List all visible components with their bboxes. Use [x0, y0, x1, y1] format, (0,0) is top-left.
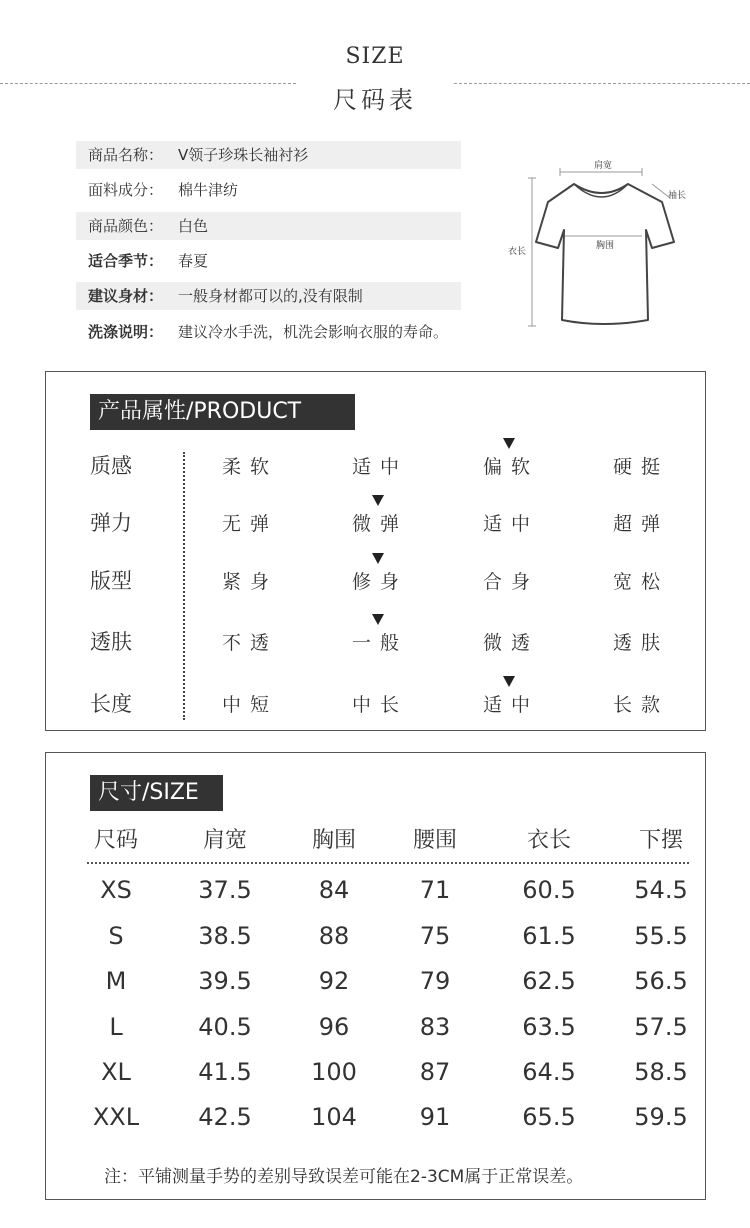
- attribute-option: 宽松: [613, 571, 670, 593]
- size-value: 37.5: [198, 876, 252, 904]
- size-value: 65.5: [522, 1103, 576, 1131]
- info-value: 春夏: [178, 252, 209, 270]
- size-value: 71: [419, 876, 451, 904]
- info-value: V领子珍珠长袖衬衫: [178, 146, 309, 164]
- size-column-header: 胸围: [311, 828, 356, 853]
- selected-marker-icon: [372, 614, 384, 625]
- size-value: 57.5: [634, 1013, 688, 1041]
- size-value: 96: [318, 1013, 350, 1041]
- info-label: 适合季节：: [88, 252, 164, 270]
- size-value: 83: [419, 1013, 451, 1041]
- attribute-option: 无弹: [222, 513, 279, 535]
- attribute-option: 不透: [222, 632, 279, 654]
- size-column-header: 下摆: [638, 828, 683, 853]
- attribute-label: 长度: [90, 692, 132, 716]
- attribute-option: 中长: [352, 694, 409, 716]
- size-value: 40.5: [198, 1013, 252, 1041]
- size-value: 55.5: [634, 922, 688, 950]
- attribute-option: 长款: [613, 694, 670, 716]
- measurement-note: 注：平铺测量手势的差别导致误差可能在2-3CM属于正常误差。: [104, 1167, 584, 1187]
- size-value: 64.5: [522, 1058, 576, 1086]
- attribute-option: 一般: [352, 632, 409, 654]
- size-value: 39.5: [198, 967, 252, 995]
- size-column-header: 衣长: [526, 828, 571, 853]
- attribute-option: 微透: [483, 632, 540, 654]
- info-row: [76, 212, 461, 240]
- size-value: 58.5: [634, 1058, 688, 1086]
- attribute-option: 微弹: [352, 513, 409, 535]
- size-value: 60.5: [522, 876, 576, 904]
- selected-marker-icon: [503, 438, 515, 449]
- shoulder-label: 肩宽: [594, 161, 613, 171]
- size-label: XS: [100, 876, 132, 904]
- size-value: 42.5: [198, 1103, 252, 1131]
- attribute-option: 适中: [483, 694, 540, 716]
- attribute-option: 偏软: [483, 456, 540, 478]
- size-value: 100: [311, 1058, 357, 1086]
- size-value: 75: [419, 922, 451, 950]
- selected-marker-icon: [503, 676, 515, 687]
- selected-marker-icon: [372, 495, 384, 506]
- size-value: 87: [419, 1058, 451, 1086]
- info-label: 建议身材：: [88, 287, 164, 305]
- header-title-cn: 尺码表: [333, 86, 417, 114]
- info-label: 洗涤说明：: [88, 323, 164, 341]
- attribute-label: 弹力: [90, 511, 132, 535]
- info-value: 一般身材都可以的,没有限制: [178, 287, 363, 305]
- size-value: 92: [318, 967, 350, 995]
- size-column-header: 尺码: [93, 828, 138, 853]
- attribute-option: 透肤: [613, 632, 670, 654]
- size-value: 62.5: [522, 967, 576, 995]
- attribute-option: 硬挺: [613, 456, 670, 478]
- size-column-header: 肩宽: [202, 828, 247, 853]
- attribute-option: 适中: [352, 456, 409, 478]
- size-value: 79: [419, 967, 451, 995]
- attribute-option: 中短: [222, 694, 279, 716]
- size-table-divider: [87, 862, 689, 864]
- attribute-option: 紧身: [222, 571, 279, 593]
- attribute-option: 适中: [483, 513, 540, 535]
- size-label: S: [108, 922, 124, 950]
- length-label: 衣长: [508, 247, 527, 257]
- attribute-option: 修身: [352, 571, 409, 593]
- header-title-en: SIZE: [345, 44, 405, 69]
- size-value: 59.5: [634, 1103, 688, 1131]
- size-value: 56.5: [634, 967, 688, 995]
- attribute-option: 柔软: [222, 456, 279, 478]
- shirt-measurement-diagram: [502, 150, 702, 330]
- attribute-label: 质感: [90, 454, 132, 478]
- info-value: 棉牛津纺: [178, 181, 239, 199]
- info-value: 白色: [178, 217, 209, 235]
- size-value: 63.5: [522, 1013, 576, 1041]
- selected-marker-icon: [372, 553, 384, 564]
- attribute-option: 超弹: [613, 513, 670, 535]
- product-attributes-title: 产品属性/PRODUCT: [90, 394, 355, 430]
- size-value: 104: [311, 1103, 357, 1131]
- size-label: XL: [101, 1058, 131, 1086]
- info-value: 建议冷水手洗，机洗会影响衣服的寿命。: [178, 323, 449, 341]
- size-label: M: [105, 967, 127, 995]
- info-label: 商品颜色：: [88, 217, 164, 235]
- sleeve-label: 袖长: [668, 191, 687, 201]
- attributes-divider: [183, 452, 185, 720]
- size-chart-title: 尺寸/SIZE: [90, 775, 223, 811]
- size-label: XXL: [92, 1103, 140, 1131]
- size-value: 41.5: [198, 1058, 252, 1086]
- attribute-label: 版型: [90, 569, 132, 593]
- info-row: [76, 141, 461, 169]
- shirt-icon: [502, 150, 702, 330]
- size-value: 54.5: [634, 876, 688, 904]
- size-column-header: 腰围: [412, 828, 457, 853]
- size-value: 88: [318, 922, 350, 950]
- info-row: [76, 282, 461, 310]
- info-label: 商品名称：: [88, 146, 164, 164]
- size-value: 84: [318, 876, 350, 904]
- info-label: 面料成分：: [88, 181, 164, 199]
- size-value: 61.5: [522, 922, 576, 950]
- attribute-option: 合身: [483, 571, 540, 593]
- chest-label: 胸围: [596, 241, 615, 251]
- size-value: 91: [419, 1103, 451, 1131]
- size-label: L: [109, 1013, 123, 1041]
- size-value: 38.5: [198, 922, 252, 950]
- attribute-label: 透肤: [90, 630, 132, 654]
